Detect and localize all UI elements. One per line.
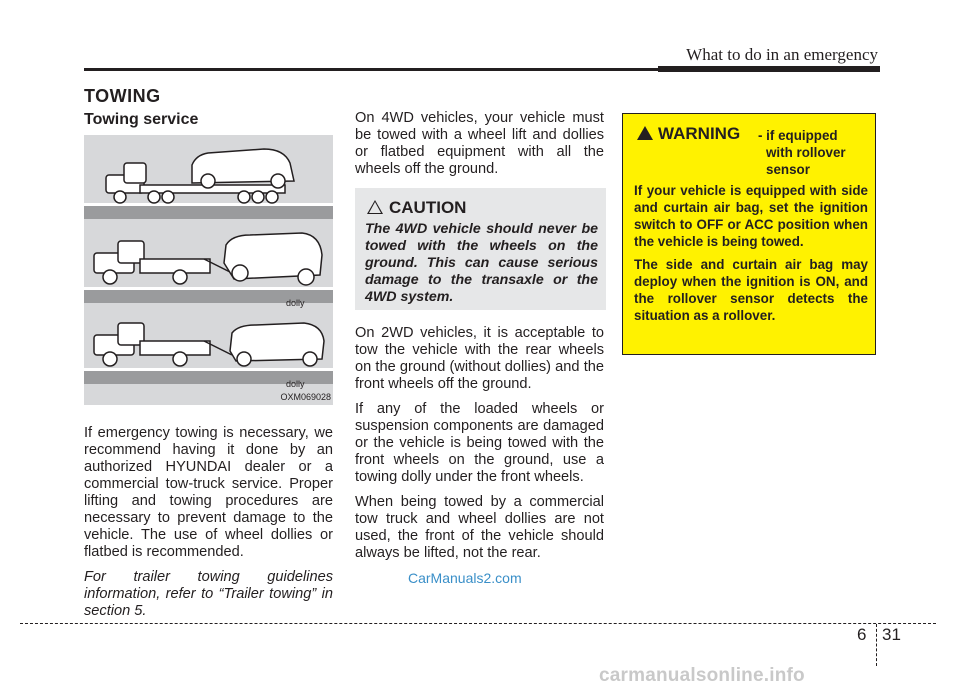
wheel-lift-truck [94,241,232,284]
warning-paragraph: The side and curtain air bag may deploy when the ignition is ON, and the rollover sensor detects the situation as a rollover. [634,257,868,323]
page-number: 31 [882,625,901,644]
suv-lifted [224,233,322,285]
warning-qualifier-line: - if equipped [758,128,838,143]
watermark-link[interactable]: CarManuals2.com [408,570,522,586]
warning-paragraph: If your vehicle is equipped with side and curtain air bag, set the ignition switch to OFF or ACC position when the vehicle is being towed. [634,183,868,249]
subheading: Towing service [84,111,199,128]
site-footer-link[interactable]: carmanualsonline.info [599,665,805,686]
caution-box [355,188,606,310]
warning-body [634,182,868,330]
warning-qualifier-line: with rollover [766,145,846,160]
paragraph: If any of the loaded wheels or suspension components are damaged or the vehicle is being towed with the front wheels on the ground, use a towing dolly under the front wheels. [355,401,604,485]
dolly-label-2: dolly [286,379,305,389]
caution-title: CAUTION [389,198,467,217]
paragraph: On 4WD vehicles, your vehicle must be towed with a wheel lift and dollies or flatbed equipment with all the wheels off the ground. [355,110,604,177]
figure-code: OXM069028 [280,392,331,402]
paragraph-trailer-ref: For trailer towing guidelines information, refer to “Trailer towing” in section 5. [84,569,333,619]
towing-illustration [84,135,333,405]
chapter-number: 6 [857,625,867,644]
warning-qualifier [758,127,846,178]
paragraph: On 2WD vehicles, it is acceptable to tow the vehicle with the rear wheels on the ground (without dollies) and the front wheels off the ground. [355,325,604,392]
running-header: What to do in an emergency [686,45,878,64]
paragraph: If emergency towing is necessary, we recommend having it done by an authorized HYUNDAI dealer or a commercial tow-truck service. Proper lifting and towing procedures are necessary to prevent damage to the vehicle. The use of wheel dollies or flatbed is recommended. [84,425,333,560]
warning-triangle-icon [637,126,653,140]
warning-qualifier-line: sensor [766,162,810,177]
caution-heading [367,198,466,218]
paragraph: When being towed by a commercial tow truck and wheel dollies are not used, the front of the vehicle should always be lifted, not the rear. [355,494,604,561]
footer-rule [20,623,936,624]
page-number-divider [876,624,877,666]
warning-title: WARNING [658,124,741,143]
dolly-label-1: dolly [286,298,305,308]
caution-triangle-icon [367,200,383,214]
warning-box [622,113,876,355]
caution-body: The 4WD vehicle should never be towed with the wheels on the ground. This can cause serious damage to the transaxle or the 4WD system. [365,221,598,305]
column-2-intro [355,110,604,186]
suv-on-flatbed [192,149,294,188]
column-2-text [355,325,604,570]
column-1-text [84,425,333,628]
header-tab [658,66,880,72]
suv-on-dolly [230,323,324,366]
section-title: TOWING [84,86,161,106]
warning-heading [637,124,740,144]
tow-trucks-drawing [84,135,333,405]
wheel-lift-truck-dolly [94,323,232,366]
